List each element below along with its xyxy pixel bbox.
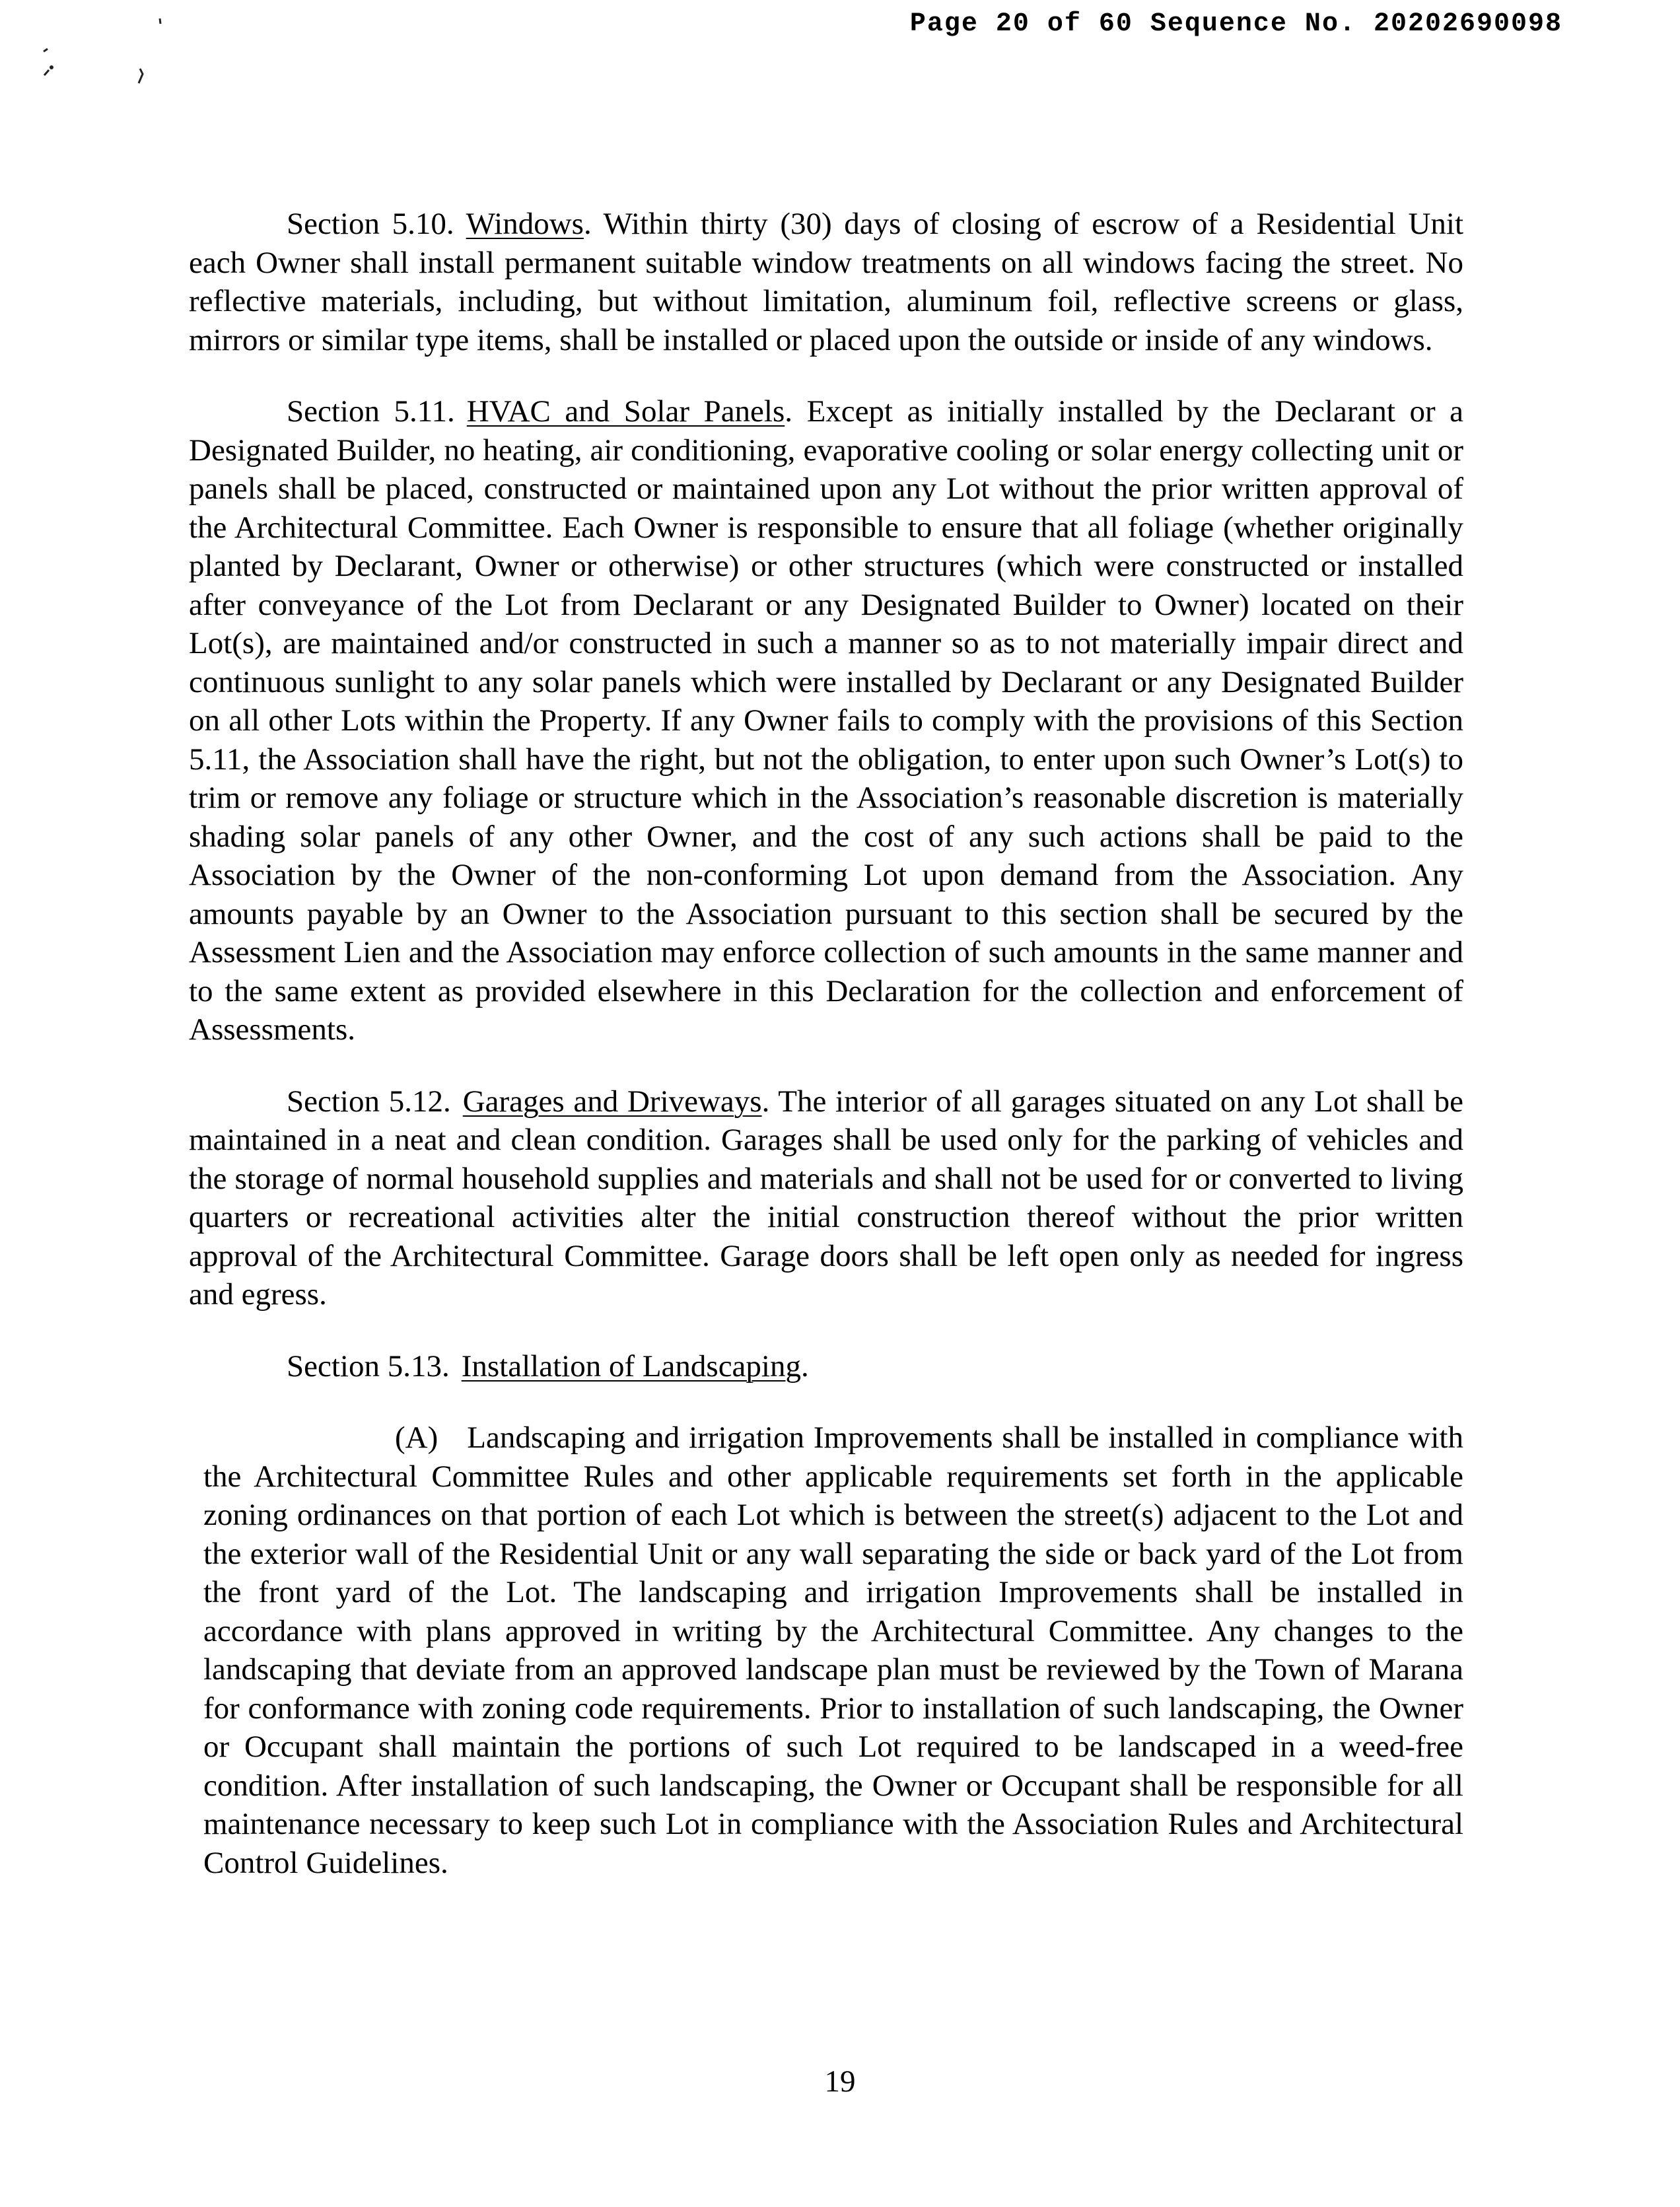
subsection-label: (A) (395, 1420, 438, 1455)
section-title: Installation of Landscaping (461, 1349, 801, 1384)
section-number: Section 5.12. (287, 1084, 451, 1119)
section-title: Windows (466, 207, 584, 241)
section-body: Within thirty (30) days of closing of escrow of a Residential Unit each Owner shall install permanent suitable window treatments on all windows facing the street. No reflective materials, including, but without limitation, aluminum foil, reflective screens or glass, mirrors or similar type items, shall be installed or placed upon the outside or inside of any windows. (189, 207, 1463, 357)
subsection-a (203, 1419, 1463, 1882)
scan-artifact-marks (34, 9, 166, 88)
section-5-10: Section 5.10. Windows. Within thirty (30) days of closing of escrow of a Residential Unit each Owner shall install permanent suitable window treatments on all windows facing the street. No reflective materials, including, but without limitation, aluminum foil, reflective screens or glass, mirrors or similar type items, shall be installed or placed upon the outside or inside of any windows. (189, 207, 1463, 357)
filing-stamp: Page 20 of 60 Sequence No. 20202690098 (909, 9, 1562, 39)
section-5-12: Section 5.12. Garages and Driveways. The interior of all garages situated on any Lot shall be maintained in a neat and clean condition. Garages shall be used only for the parking of vehicles and the storage of normal household supplies and materials and shall not be used for or converted to living quarters or recreational activities alter the initial construction thereof without the prior written approval of the Architectural Committee. Garage doors shall be left open only as needed for ingress and egress. (189, 1084, 1463, 1312)
section-body: Except as initially installed by the Declarant or a Designated Builder, no heating, air conditioning, evaporative cooling or solar energy collecting unit or panels shall be placed, constructed or maintained upon any Lot without the prior written approval of the Architectural Committee. Each Owner is responsible to ensure that all foliage (whether originally planted by Declarant, Owner or otherwise) or other structures (which were constructed or installed after conveyance of the Lot from Declarant or any Designated Builder to Owner) located on their Lot(s), are maintained and/or constructed in such a manner so as to not materially impair direct and continuous sunlight to any solar panels which were installed by Declarant or any Designated Builder on all other Lots within the Property. If any Owner fails to comply with the provisions of this Section 5.11, the Association shall have the right, but not the obligation, to enter upon such Owner’s Lot(s) to trim or remove any foliage or structure which in the Association’s reasonable discretion is materially shading solar panels of any other Owner, and the cost of any such actions shall be paid to the Association by the Owner of the non-conforming Lot upon demand from the Association. Any amounts payable by an Owner to the Association pursuant to this section shall be secured by the Assessment Lien and the Association may enforce collection of such amounts in the same manner and to the same extent as provided elsewhere in this Declaration for the collection and enforcement of Assessments. (189, 394, 1464, 1047)
section-body: The interior of all garages situated on any Lot shall be maintained in a neat and clean condition. Garages shall be used only for the parking of vehicles and the storage of normal household supplies and materials and shall not be used for or converted to living quarters or recreational activities alter the initial construction thereof without the prior written approval of the Architectural Committee. Garage doors shall be left open only as needed for ingress and egress. (189, 1084, 1463, 1312)
section-title: HVAC and Solar Panels (466, 394, 785, 429)
section-5-11: Section 5.11. HVAC and Solar Panels. Except as initially installed by the Declarant or a Designated Builder, no heating, air conditioning, evaporative cooling or solar energy collecting unit or panels shall be placed, constructed or maintained upon any Lot without the prior written approval of the Architectural Committee. Each Owner is responsible to ensure that all foliage (whether originally planted by Declarant, Owner or otherwise) or other structures (which were constructed or installed after conveyance of the Lot from Declarant or any Designated Builder to Owner) located on their Lot(s), are maintained and/or constructed in such a manner so as to not materially impair direct and continuous sunlight to any solar panels which were installed by Declarant or any Designated Builder on all other Lots within the Property. If any Owner fails to comply with the provisions of this Section 5.11, the Association shall have the right, but not the obligation, to enter upon such Owner’s Lot(s) to trim or remove any foliage or structure which in the Association’s reasonable discretion is materially shading solar panels of any other Owner, and the cost of any such actions shall be paid to the Association by the Owner of the non-conforming Lot upon demand from the Association. Any amounts payable by an Owner to the Association pursuant to this section shall be secured by the Assessment Lien and the Association may enforce collection of such amounts in the same manner and to the same extent as provided elsewhere in this Declaration for the collection and enforcement of Assessments. (189, 394, 1464, 1047)
page-number: 19 (824, 2064, 856, 2099)
document-body (189, 205, 1463, 1882)
section-5-13: Section 5.13. Installation of Landscaping. (287, 1349, 809, 1384)
section-number: Section 5.11. (287, 394, 455, 429)
section-number: Section 5.10. (287, 207, 454, 241)
section-title: Garages and Driveways (462, 1084, 762, 1119)
section-number: Section 5.13. (287, 1349, 450, 1384)
subsection-body: Landscaping and irrigation Improvements shall be installed in compliance with the Architectural Committee Rules and other applicable requirements set forth in the applicable zoning ordinances on that portion of each Lot which is between the street(s) adjacent to the Lot and the exterior wall of the Residential Unit or any wall separating the side or back yard of the Lot from the front yard of the Lot. The landscaping and irrigation Improvements shall be installed in accordance with plans approved in writing by the Architectural Committee. Any changes to the landscaping that deviate from an approved landscape plan must be reviewed by the Town of Marana for conformance with zoning code requirements. Prior to installation of such landscaping, the Owner or Occupant shall maintain the portions of such Lot required to be landscaped in a weed-free condition. After installation of such landscaping, the Owner or Occupant shall be responsible for all maintenance necessary to keep such Lot in compliance with the Association Rules and Architectural Control Guidelines. (203, 1420, 1463, 1880)
